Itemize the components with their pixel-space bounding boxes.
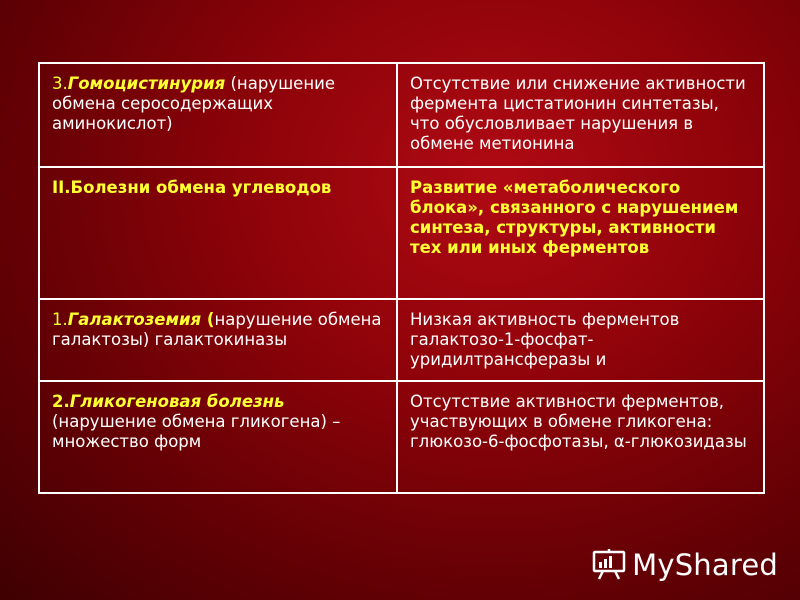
presentation-board-icon <box>592 549 626 581</box>
disease-name: Гликогеновая болезнь <box>69 392 285 411</box>
disease-description: (нарушение обмена гликогена) – множество форм <box>52 412 341 451</box>
cause-cell <box>397 63 764 167</box>
slide-table <box>38 62 765 494</box>
table-row <box>39 299 764 381</box>
watermark-text: MyShared <box>632 548 778 582</box>
watermark <box>592 548 778 582</box>
cause-text: Низкая активность ферментов галактозо-1-фосфат-уридилтрансферазы и <box>410 310 680 369</box>
disease-description: (нарушение обмена серосодержащих аминокислот) <box>52 74 335 133</box>
disease-description: нарушение обмена галактозы) галактокиназы <box>52 310 382 349</box>
cause-cell <box>397 167 764 299</box>
cause-text: Отсутствие активности ферментов, участвующих в обмене гликогена: глюкозо-6-фосфотазы, α-глюкозидазы <box>410 392 747 451</box>
section-heading: II.Болезни обмена углеводов <box>52 178 332 197</box>
cause-cell <box>397 299 764 381</box>
item-number: 1. <box>52 310 68 329</box>
cause-cell <box>397 381 764 493</box>
table-row <box>39 63 764 167</box>
item-number: 2. <box>52 392 70 411</box>
disease-cell <box>39 381 397 493</box>
disease-cell <box>39 299 397 381</box>
disease-cell <box>39 63 397 167</box>
table-row <box>39 167 764 299</box>
section-description: Развитие «метаболического блока», связанного с нарушением синтеза, структуры, активности тех или иных ферментов <box>410 178 739 257</box>
table-row <box>39 381 764 493</box>
cause-text: Отсутствие или снижение активности фермента цистатионин синтетазы, что обусловливает нарушения в обмене метионина <box>410 74 746 153</box>
item-number: 3. <box>52 74 68 93</box>
section-heading-cell <box>39 167 397 299</box>
disease-name: Галактоземия <box>67 310 202 329</box>
paren: ( <box>201 310 215 329</box>
disease-name: Гомоцистинурия <box>67 74 226 93</box>
